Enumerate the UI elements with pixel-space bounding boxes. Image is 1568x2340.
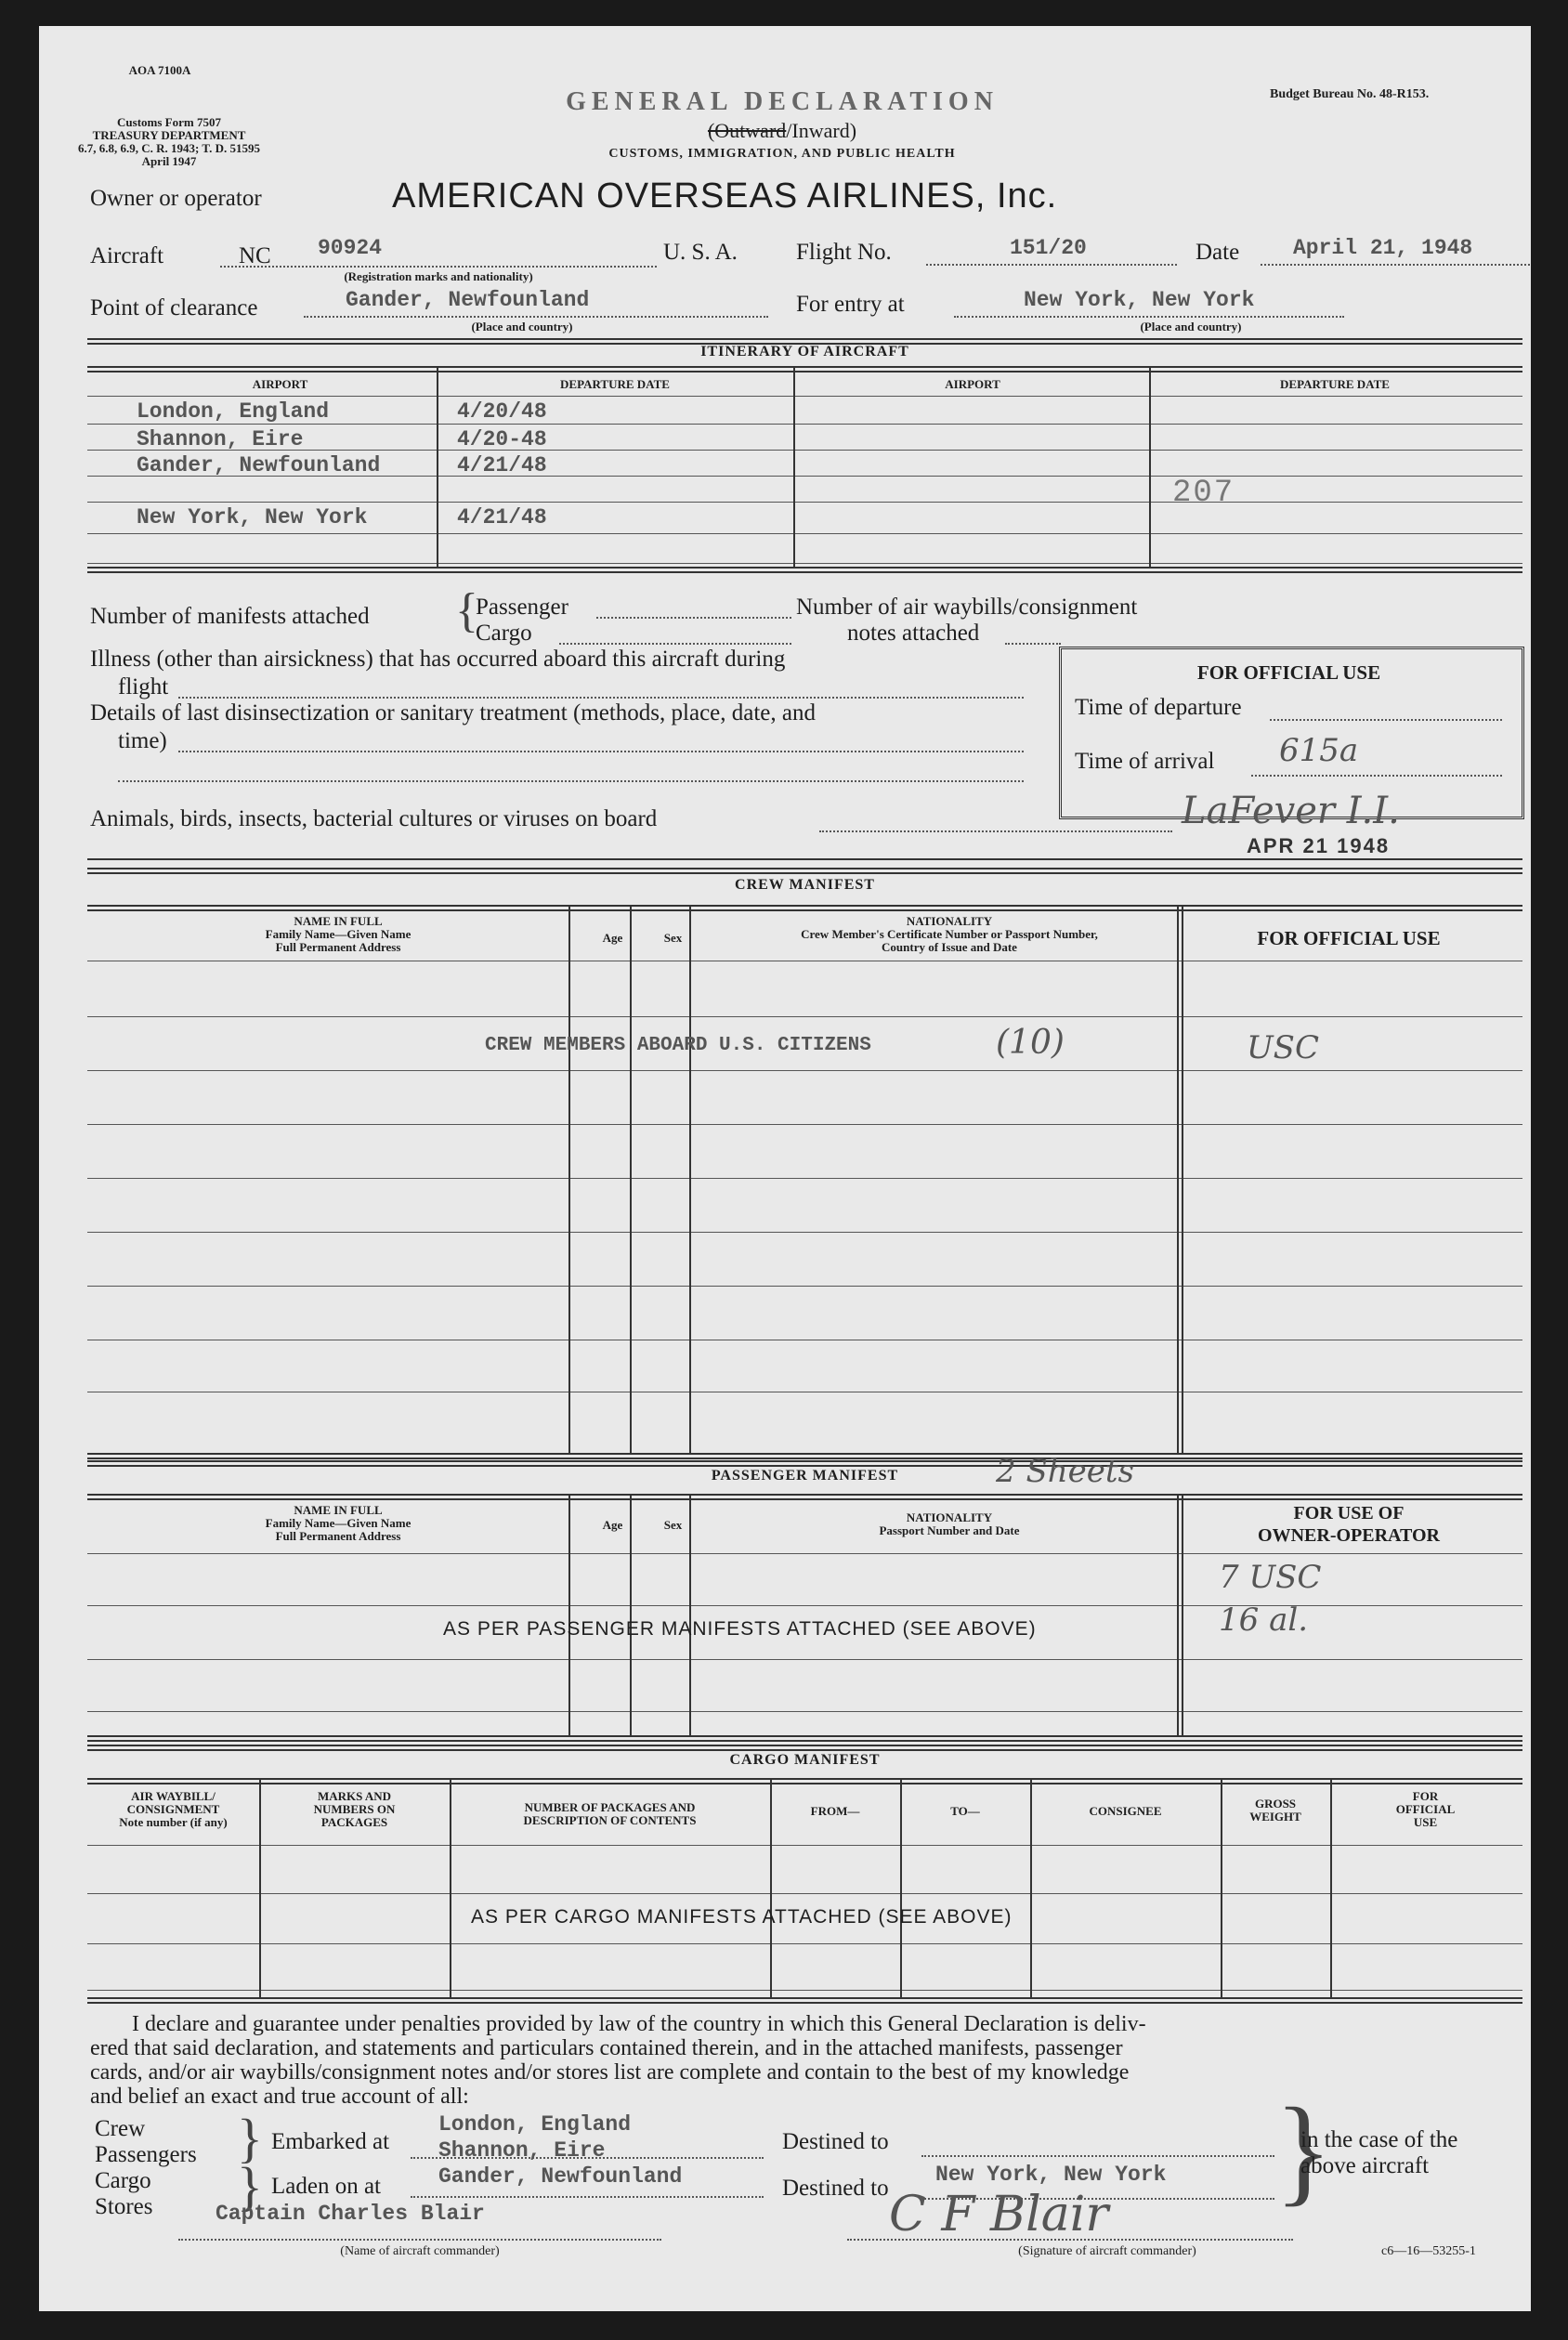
stores-word: Stores bbox=[95, 2194, 153, 2219]
crew-official-mark: USC bbox=[1247, 1029, 1319, 1066]
flight-label: Flight No. bbox=[796, 240, 892, 265]
cargo-col8b: OFFICIAL bbox=[1395, 1802, 1456, 1816]
clearance-label: Point of clearance bbox=[90, 295, 258, 320]
form-date: April 1947 bbox=[141, 154, 197, 168]
illness-line1: Illness (other than airsickness) that has occurred aboard this aircraft during bbox=[90, 647, 786, 672]
pass-col-name3: Full Permanent Address bbox=[275, 1529, 401, 1543]
commander-signature: C F Blair bbox=[889, 2187, 1109, 2242]
itin-date-4: 4/21/48 bbox=[457, 505, 547, 529]
cargo-col2a: MARKS AND bbox=[317, 1789, 392, 1803]
itin-col-airport2: AIRPORT bbox=[945, 377, 1000, 391]
itin-col-departure2: DEPARTURE DATE bbox=[1280, 377, 1390, 391]
passenger-entry: AS PER PASSENGER MANIFESTS ATTACHED (SEE ABOVE) bbox=[443, 1618, 1037, 1640]
cargo-col1c: Note number (if any) bbox=[119, 1815, 228, 1829]
cargo-col7b: WEIGHT bbox=[1249, 1810, 1301, 1824]
pass-col-name1: NAME IN FULL bbox=[294, 1503, 383, 1517]
commander-name: Captain Charles Blair bbox=[216, 2202, 485, 2226]
pass-col-age: Age bbox=[602, 1518, 623, 1532]
departure-time-label: Time of departure bbox=[1075, 695, 1242, 720]
cargo-col2b: NUMBERS ON bbox=[313, 1802, 396, 1816]
itin-date-3: 4/21/48 bbox=[457, 453, 547, 477]
destined-label-2: Destined to bbox=[782, 2176, 889, 2201]
crew-col-name2: Family Name—Given Name bbox=[265, 927, 412, 941]
waybills-label: Number of air waybills/consignment bbox=[796, 595, 1138, 620]
cargo-col3a: NUMBER OF PACKAGES AND bbox=[524, 1800, 696, 1814]
outward-inward bbox=[457, 119, 1107, 143]
declaration-line1: I declare and guarantee under penalties provided by law of the country in which this General Declaration is deliv- bbox=[132, 2012, 1146, 2036]
inspector-signature: LaFever I.I. bbox=[1182, 790, 1400, 832]
crew-col-official: FOR OFFICIAL USE bbox=[1257, 927, 1441, 949]
declaration-brace-left: } bbox=[237, 2108, 263, 2168]
passenger-title: PASSENGER MANIFEST bbox=[711, 1468, 899, 1484]
clearance-value: Gander, Newfounland bbox=[346, 288, 590, 312]
aircraft-prefix: NC bbox=[239, 243, 271, 268]
print-code: c6—16—53255-1 bbox=[1381, 2244, 1476, 2258]
itin-airport-3: Gander, Newfounland bbox=[137, 453, 381, 477]
stamp-number: 207 bbox=[1172, 476, 1235, 511]
cargo-col1a: AIR WAYBILL/ bbox=[131, 1789, 216, 1803]
declaration-form bbox=[39, 26, 1531, 2311]
cargo-col2c: PACKAGES bbox=[320, 1815, 388, 1829]
pass-col-owner2: OWNER-OPERATOR bbox=[1258, 1525, 1440, 1546]
case-line2: above aircraft bbox=[1300, 2153, 1430, 2178]
declaration-brace-left2: } bbox=[237, 2156, 263, 2216]
notes-attached-label: notes attached bbox=[847, 621, 980, 646]
pass-col-nat2: Passport Number and Date bbox=[879, 1523, 1020, 1537]
crew-col-nat3: Country of Issue and Date bbox=[882, 940, 1017, 954]
manifests-brace: { bbox=[455, 584, 478, 637]
passenger-label: Passenger bbox=[476, 595, 568, 620]
entry-label: For entry at bbox=[796, 292, 905, 317]
clearance-caption: (Place and country) bbox=[471, 320, 573, 333]
cargo-col3b: DESCRIPTION OF CONTENTS bbox=[523, 1813, 697, 1827]
cargo-col6: CONSIGNEE bbox=[1089, 1804, 1162, 1818]
entry-caption: (Place and country) bbox=[1140, 320, 1242, 333]
itin-airport-2: Shannon, Eire bbox=[137, 427, 304, 451]
pass-col-owner1: FOR USE OF bbox=[1293, 1503, 1405, 1523]
declaration-brace-right: } bbox=[1274, 2084, 1333, 2217]
crew-col-nat2: Crew Member's Certificate Number or Passport Number, bbox=[801, 927, 1098, 941]
pass-col-nat1: NATIONALITY bbox=[906, 1510, 993, 1524]
aircraft-label: Aircraft bbox=[90, 243, 164, 268]
passenger-mark-1: 7 USC bbox=[1219, 1559, 1322, 1596]
crew-col-name3: Full Permanent Address bbox=[275, 940, 401, 954]
crew-title: CREW MANIFEST bbox=[735, 877, 875, 893]
manifests-label: Number of manifests attached bbox=[90, 604, 370, 629]
itin-airport-1: London, England bbox=[137, 399, 330, 424]
cargo-label: Cargo bbox=[476, 621, 532, 646]
crew-col-name1: NAME IN FULL bbox=[294, 914, 383, 928]
arrival-time-label: Time of arrival bbox=[1075, 749, 1215, 774]
crew-entry: CREW MEMBERS ABOARD U.S. CITIZENS bbox=[485, 1035, 871, 1056]
itin-date-2: 4/20-48 bbox=[457, 427, 547, 451]
embarked-value-1: London, England bbox=[438, 2112, 632, 2137]
itin-airport-4: New York, New York bbox=[137, 505, 368, 529]
form-title: GENERAL DECLARATION bbox=[566, 87, 999, 116]
flight-value: 151/20 bbox=[1010, 236, 1087, 260]
budget-bureau: Budget Bureau No. 48-R153. bbox=[1270, 87, 1430, 101]
form-subtitle: CUSTOMS, IMMIGRATION, AND PUBLIC HEALTH bbox=[608, 147, 956, 161]
embarked-label: Embarked at bbox=[271, 2129, 390, 2154]
treasury-dept: TREASURY DEPARTMENT bbox=[92, 128, 246, 142]
cargo-entry: AS PER CARGO MANIFESTS ATTACHED (SEE ABOVE) bbox=[471, 1906, 1013, 1928]
cargo-col1b: CONSIGNMENT bbox=[126, 1802, 220, 1816]
passengers-word: Passengers bbox=[95, 2142, 197, 2167]
destined-label-1: Destined to bbox=[782, 2129, 889, 2154]
crew-col-sex: Sex bbox=[663, 931, 683, 945]
owner-label: Owner or operator bbox=[90, 186, 262, 211]
arrival-time-value: 615a bbox=[1279, 732, 1359, 769]
case-line1: in the case of the bbox=[1300, 2127, 1458, 2152]
crew-col-age: Age bbox=[602, 931, 623, 945]
pass-col-name2: Family Name—Given Name bbox=[265, 1516, 412, 1530]
itin-date-1: 4/20/48 bbox=[457, 399, 547, 424]
details-line2: time) bbox=[118, 728, 167, 753]
passenger-sheets-note: 2 Sheets bbox=[996, 1453, 1134, 1490]
registration-caption: (Registration marks and nationality) bbox=[344, 269, 533, 283]
usa-label: U. S. A. bbox=[663, 240, 738, 265]
cargo-col7a: GROSS bbox=[1254, 1797, 1297, 1811]
cargo-word: Cargo bbox=[95, 2168, 151, 2193]
date-value: April 21, 1948 bbox=[1293, 236, 1473, 260]
details-line1: Details of last disinsectization or sanitary treatment (methods, place, date, and bbox=[90, 700, 816, 726]
embarked-value-2: Shannon, Eire bbox=[438, 2138, 606, 2163]
itinerary-title: ITINERARY OF AIRCRAFT bbox=[700, 344, 909, 359]
inward-label: /Inward) bbox=[786, 119, 857, 142]
commander-name-caption: (Name of aircraft commander) bbox=[340, 2244, 500, 2258]
official-title: FOR OFFICIAL USE bbox=[1196, 661, 1381, 684]
date-label: Date bbox=[1196, 240, 1240, 265]
entry-value: New York, New York bbox=[1024, 288, 1255, 312]
animals-label: Animals, birds, insects, bacterial cultures or viruses on board bbox=[90, 806, 658, 831]
cfr-reference: 6.7, 6.8, 6.9, C. R. 1943; T. D. 51595 bbox=[78, 141, 260, 155]
itin-col-departure: DEPARTURE DATE bbox=[560, 377, 670, 391]
signature-caption: (Signature of aircraft commander) bbox=[1018, 2244, 1196, 2258]
cargo-col8c: USE bbox=[1413, 1815, 1438, 1829]
aircraft-number: 90924 bbox=[318, 236, 383, 260]
embarked-value-3: Gander, Newfounland bbox=[438, 2164, 683, 2189]
declaration-line3: cards, and/or air waybills/consignment notes and/or stores list are complete and contain to the best of my knowledge bbox=[90, 2060, 1130, 2085]
cargo-col4: FROM— bbox=[810, 1804, 860, 1818]
passenger-mark-2: 16 al. bbox=[1219, 1601, 1309, 1639]
received-stamp: APR 21 1948 bbox=[1247, 834, 1391, 857]
declaration-line4: and belief an exact and true account of all: bbox=[90, 2085, 469, 2109]
illness-line2: flight bbox=[118, 674, 169, 699]
laden-label: Laden on at bbox=[271, 2174, 382, 2199]
customs-form: Customs Form 7507 bbox=[117, 115, 221, 129]
cargo-title: CARGO MANIFEST bbox=[729, 1752, 881, 1768]
itin-col-airport: AIRPORT bbox=[252, 377, 308, 391]
declaration-line2: ered that said declaration, and statements and particulars contained therein, and in the attached manifests, passenger bbox=[90, 2036, 1123, 2060]
cargo-col8a: FOR bbox=[1412, 1789, 1439, 1803]
pass-col-sex: Sex bbox=[663, 1518, 683, 1532]
form-id: AOA 7100A bbox=[128, 63, 191, 77]
owner-value: AMERICAN OVERSEAS AIRLINES, Inc. bbox=[392, 176, 1058, 216]
crew-word: Crew bbox=[95, 2116, 146, 2141]
cargo-col5: TO— bbox=[950, 1804, 980, 1818]
crew-count: (10) bbox=[996, 1024, 1065, 1062]
outward-struck: (Outward bbox=[707, 119, 787, 142]
destined-value: New York, New York bbox=[935, 2163, 1167, 2187]
crew-col-nat1: NATIONALITY bbox=[906, 914, 993, 928]
